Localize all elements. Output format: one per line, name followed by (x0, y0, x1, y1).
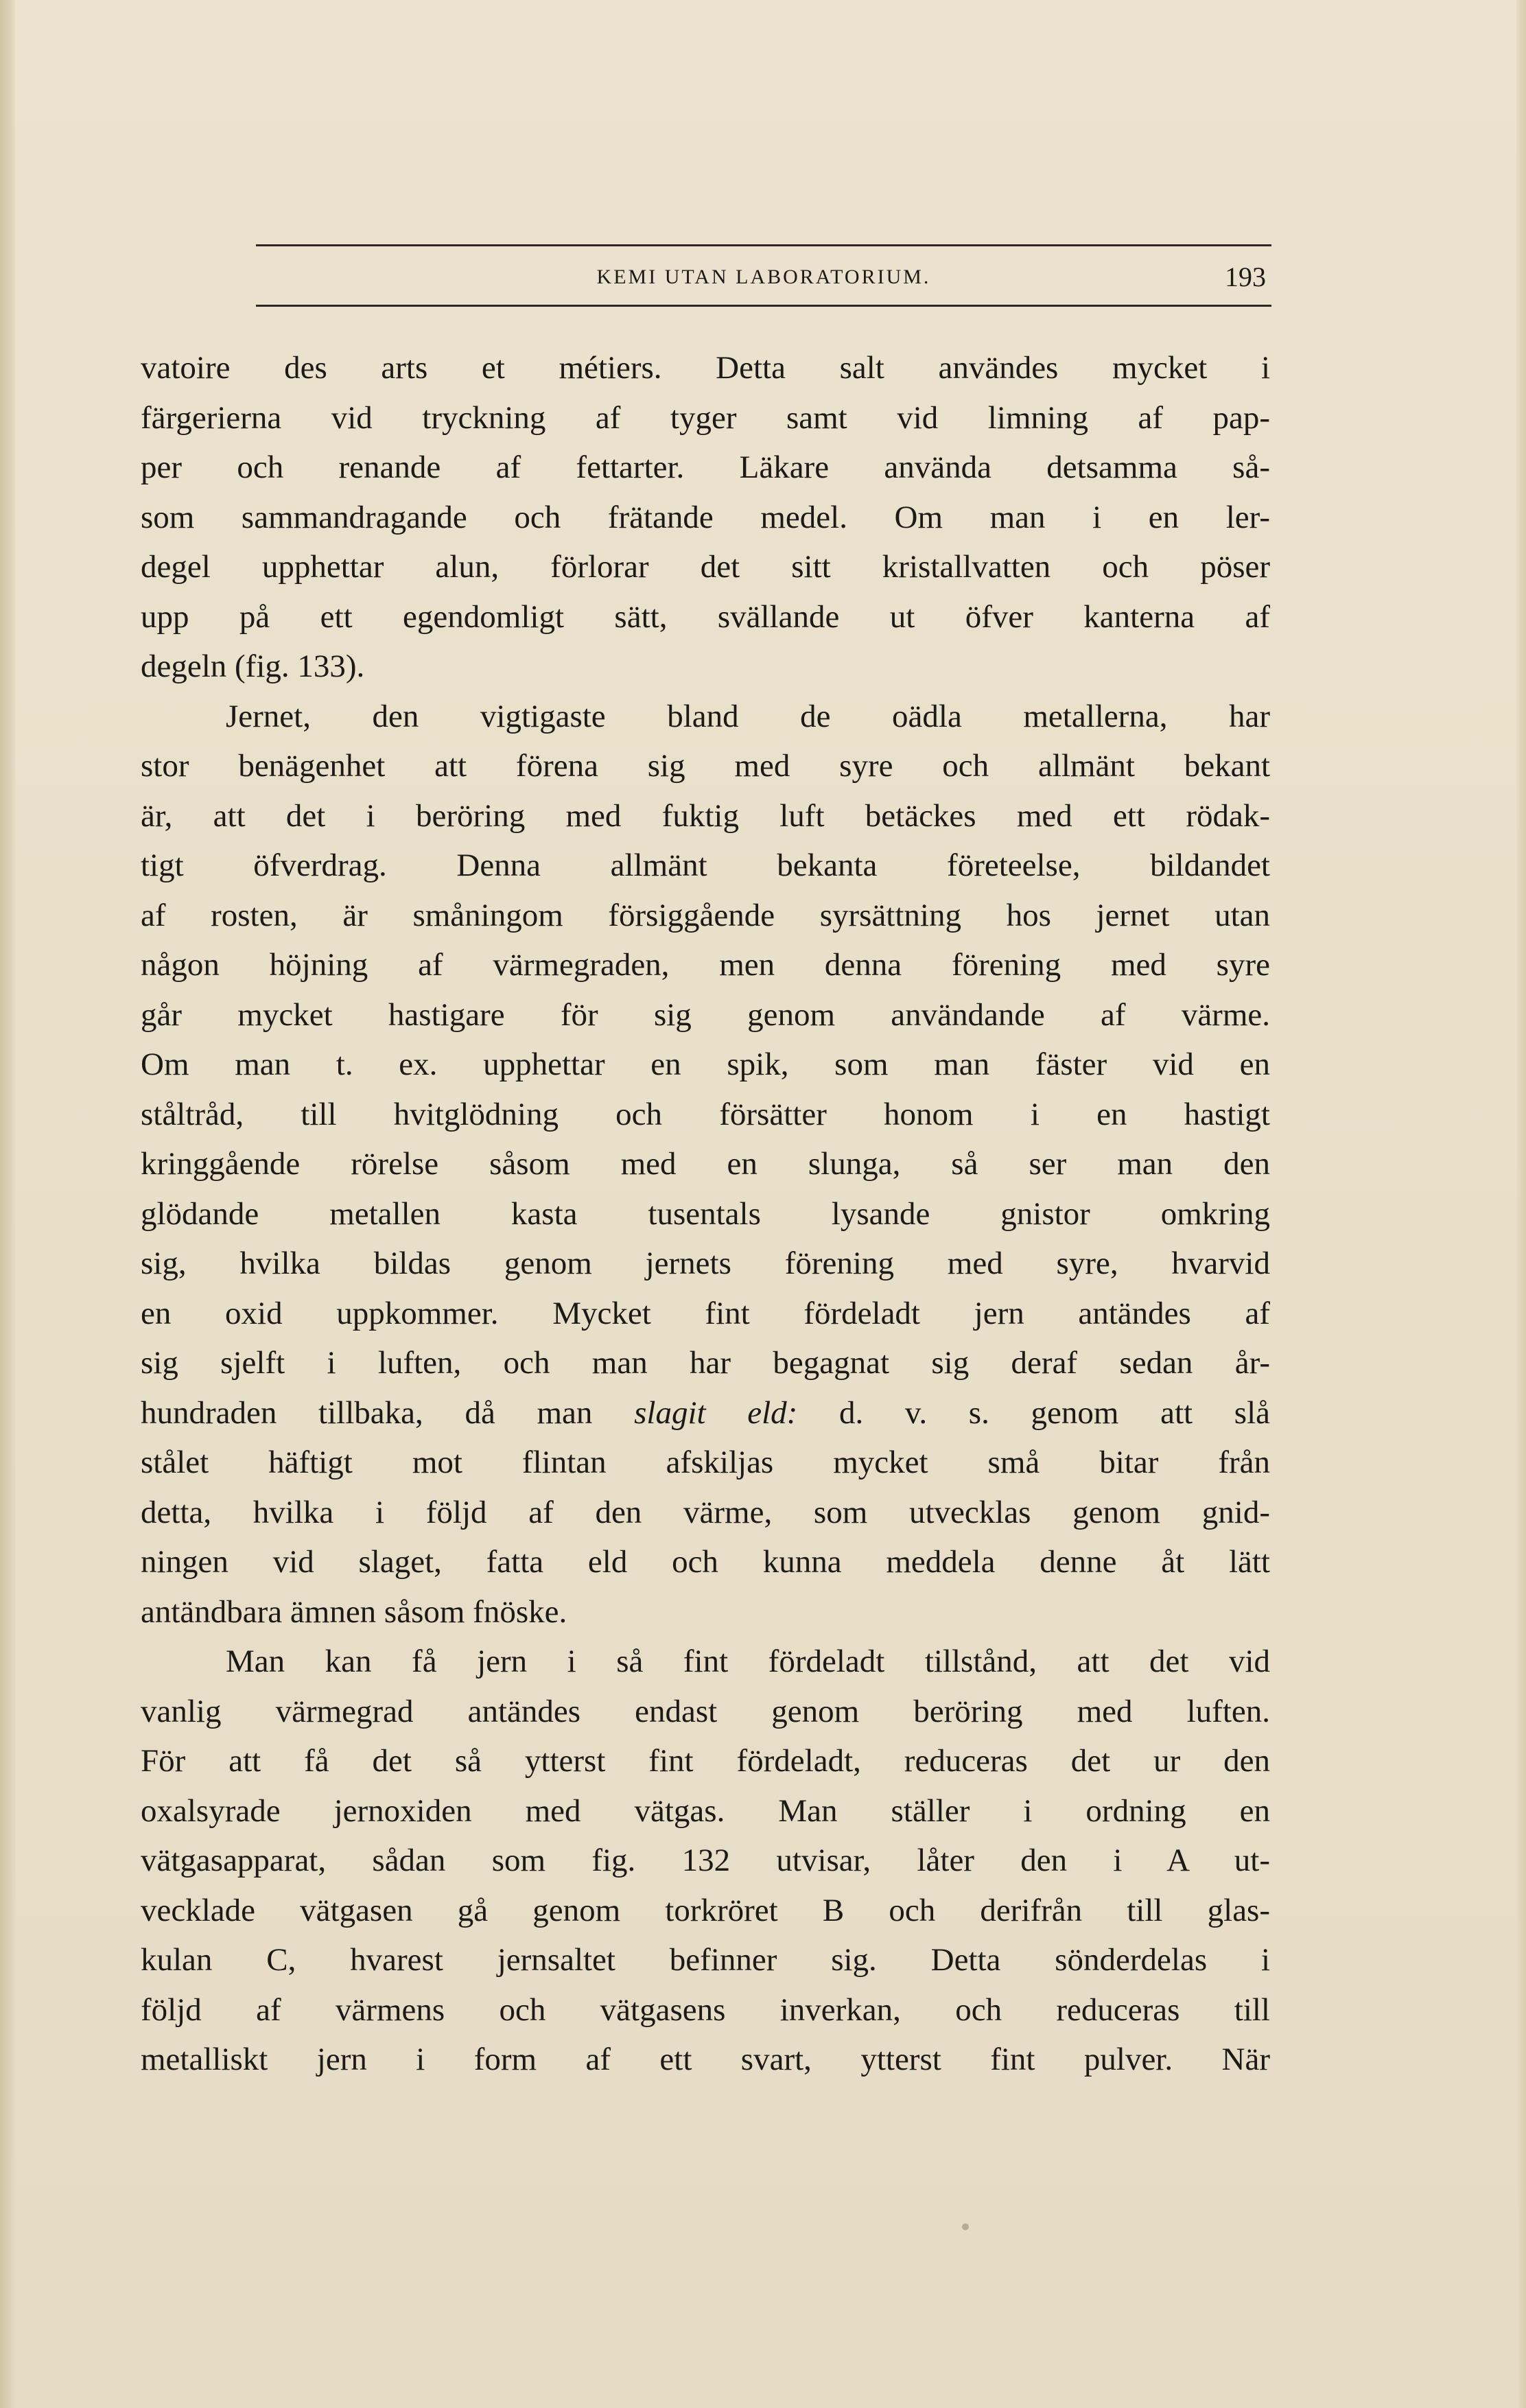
page-left-edge (0, 0, 15, 2408)
text-line: af rosten, är småningom försiggående syrsättning hos jernet utan (141, 897, 1270, 933)
running-title: KEMI UTAN LABORATORIUM. (596, 266, 931, 288)
text-line: följd af värmens och vätgasens inverkan, och reduceras till (141, 1991, 1270, 2028)
text-line: metalliskt jern i form af ett svart, ytterst fint pulver. När (141, 2042, 1270, 2077)
text-line: sig, hvilka bildas genom jernets förening med syre, hvarvid (141, 1246, 1270, 1281)
header-rule-top (256, 244, 1271, 246)
text-line: oxalsyrade jernoxiden med vätgas. Man ställer i ordning en (141, 1792, 1270, 1829)
text-line: sig sjelft i luften, och man har begagnat sig deraf sedan år- (141, 1345, 1270, 1381)
text-line: glödande metallen kasta tusentals lysande gnistor omkring (141, 1195, 1270, 1232)
text-line: går mycket hastigare för sig genom användande af värme. (141, 996, 1270, 1033)
body-text (141, 343, 1270, 2085)
text-line: vatoire des arts et métiers. Detta salt användes mycket i (141, 350, 1270, 386)
paragraph-start-line: Jernet, den vigtigaste bland de oädla metallerna, har (226, 698, 1270, 734)
text-line: tigt öfverdrag. Denna allmänt bekanta företeelse, bildandet (141, 848, 1270, 883)
text-line: antändbara ämnen såsom fnöske. (141, 1593, 567, 1630)
text-line: ningen vid slaget, fatta eld och kunna meddela denne åt lätt (141, 1544, 1270, 1580)
text-line: detta, hvilka i följd af den värme, som utvecklas genom gnid- (141, 1494, 1270, 1530)
text-line: någon höjning af värmegraden, men denna förening med syre (141, 947, 1270, 983)
text-line: kringgående rörelse såsom med en slunga, så ser man den (141, 1146, 1270, 1182)
text-line: en oxid uppkommer. Mycket fint fördeladt jern antändes af (141, 1295, 1270, 1331)
page-number: 193 (1225, 261, 1266, 292)
text-line: degel upphettar alun, förlorar det sitt kristallvatten och pöser (141, 549, 1270, 585)
text-line: färgerierna vid tryckning af tyger samt vid limning af pap- (141, 399, 1270, 436)
text-segment: d. v. s. genom att slå (797, 1394, 1270, 1431)
italic-phrase: slagit eld: (634, 1394, 798, 1431)
text-line: vätgasapparat, sådan som fig. 132 utvisar, låter den i A ut- (141, 1843, 1270, 1878)
text-line: stor benägenhet att förena sig med syre och allmänt bekant (141, 748, 1270, 784)
text-line: upp på ett egendomligt sätt, svällande ut öfver kanterna af (141, 598, 1270, 635)
text-line: För att få det så ytterst fint fördeladt, reduceras det ur den (141, 1743, 1270, 1779)
page-right-edge (1516, 0, 1526, 2408)
text-line: är, att det i beröring med fuktig luft betäckes med ett rödak- (141, 797, 1270, 834)
text-line: degeln (fig. 133). (141, 648, 365, 684)
text-line: vecklade vätgasen gå genom torkröret B och derifrån till glas- (141, 1892, 1270, 1928)
text-line: ståltråd, till hvitglödning och försätter honom i en hastigt (141, 1096, 1270, 1132)
text-segment: hundraden tillbaka, då man (141, 1394, 635, 1431)
text-line: per och renande af fettarter. Läkare använda detsamma så- (141, 449, 1270, 485)
text-line: som sammandragande och frätande medel. Om man i en ler- (141, 499, 1270, 535)
paper-speck (962, 2223, 969, 2230)
paragraph-start-line: Man kan få jern i så fint fördeladt tillstånd, att det vid (226, 1644, 1270, 1679)
running-head (256, 259, 1271, 295)
header-rule-bottom (256, 305, 1271, 307)
text-line: stålet häftigt mot flintan afskiljas mycket små bitar från (141, 1445, 1270, 1480)
text-line: kulan C, hvarest jernsaltet befinner sig. Detta sönderdelas i (141, 1942, 1270, 1978)
text-line-with-italic (141, 1388, 1270, 1438)
text-line: Om man t. ex. upphettar en spik, som man fäster vid en (141, 1047, 1270, 1082)
text-line: vanlig värmegrad antändes endast genom beröring med luften. (141, 1693, 1270, 1729)
